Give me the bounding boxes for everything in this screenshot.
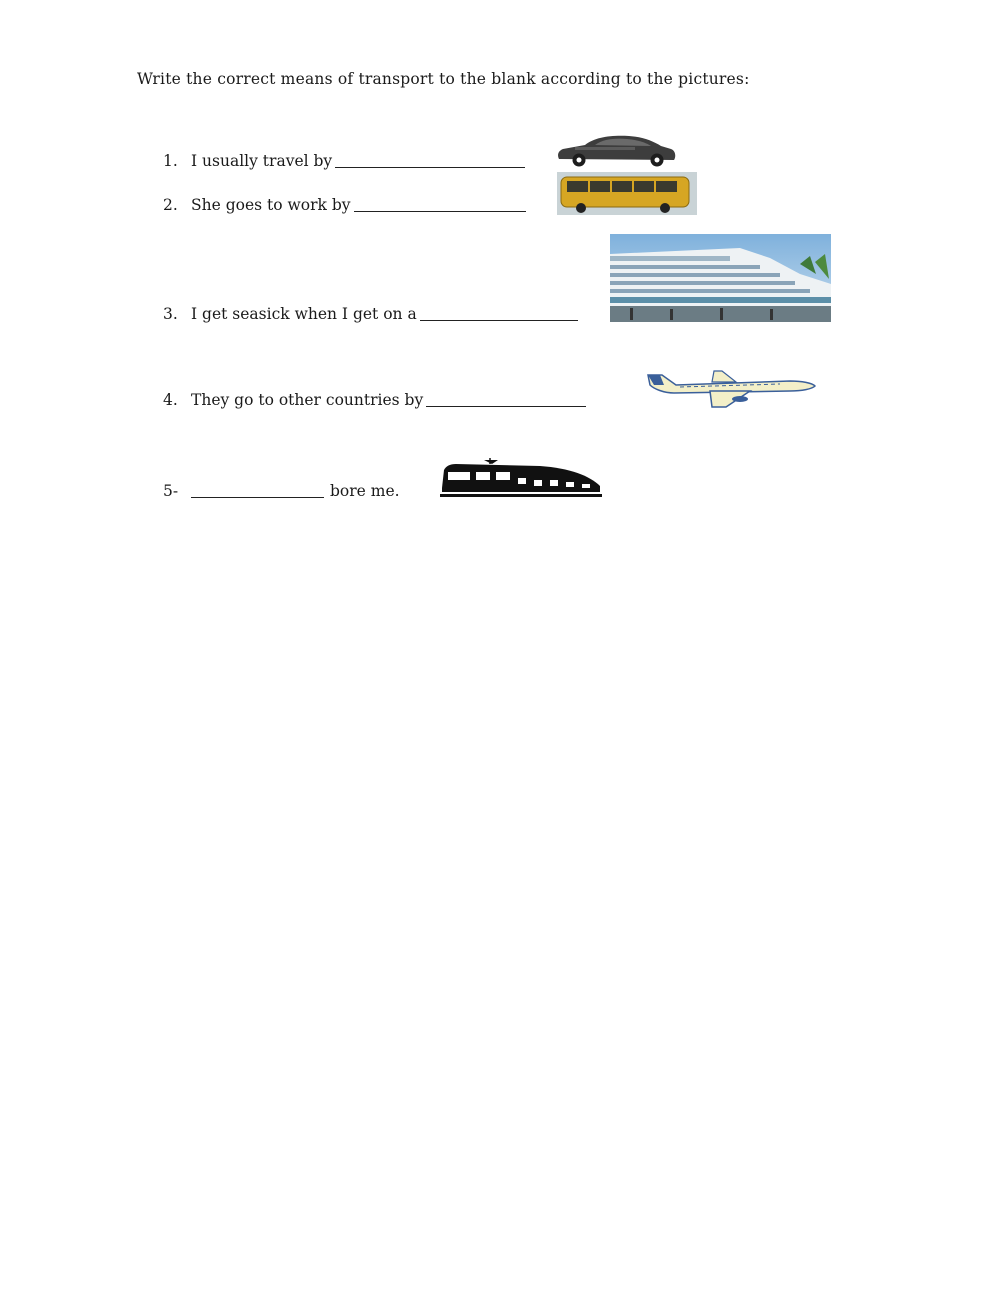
question-text: I get seasick when I get on a	[191, 305, 417, 323]
answer-blank[interactable]	[354, 210, 526, 212]
answer-blank[interactable]	[191, 497, 324, 498]
ship-icon	[610, 234, 831, 322]
answer-blank[interactable]	[420, 319, 578, 321]
bus-icon	[557, 172, 697, 215]
question-text: She goes to work by	[191, 196, 351, 214]
question-3	[163, 305, 578, 323]
question-text: I usually travel by	[191, 152, 333, 170]
question-5	[163, 482, 400, 500]
car-icon	[555, 133, 677, 167]
question-number: 5-	[163, 482, 179, 500]
question-text: bore me.	[330, 482, 400, 500]
question-number: 2.	[163, 196, 178, 214]
question-number: 1.	[163, 152, 178, 170]
question-text: They go to other countries by	[191, 391, 424, 409]
answer-blank[interactable]	[335, 166, 525, 168]
question-number: 3.	[163, 305, 178, 323]
train-icon	[440, 458, 602, 500]
plane-icon	[640, 365, 816, 408]
answer-blank[interactable]	[426, 405, 586, 407]
question-1	[163, 152, 525, 170]
worksheet-instruction: Write the correct means of transport to the blank according to the pictures:	[137, 70, 750, 88]
question-number: 4.	[163, 391, 178, 409]
question-2	[163, 196, 526, 214]
question-4	[163, 391, 586, 409]
